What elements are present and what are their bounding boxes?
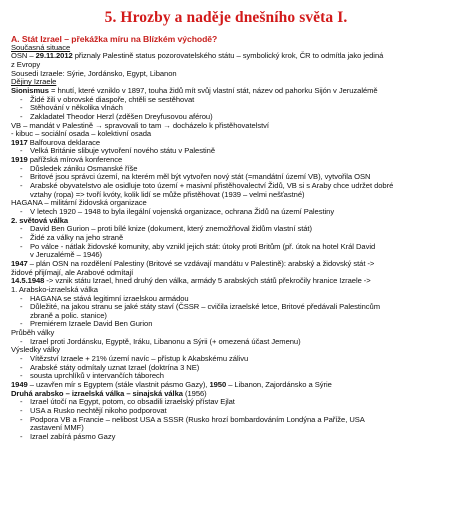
line-text: sousta uprchlíků v intervančích táborech [30, 371, 164, 381]
bullet-dash: - [20, 241, 23, 251]
bullet-item [20, 431, 446, 441]
line-text: Izrael útočí na Egypt, potom, co obsadili izraelský přístav Ejlat [30, 397, 235, 407]
bullet-dash: - [20, 163, 23, 173]
line-text: židové přijímají, ale Arabové odmítají [11, 267, 134, 277]
bullet-dash: - [20, 224, 23, 234]
page-title: 5. Hrozby a naděje dnešního světa I. [104, 9, 348, 26]
bullet-dash: - [20, 111, 23, 121]
line-text: z Evropy [11, 60, 41, 69]
bold-text: 1919 [11, 155, 28, 165]
bullet-dash: - [20, 146, 23, 156]
line-text: Současná situace [11, 42, 71, 52]
line-text: zbraně a polic. stanice) [30, 310, 107, 320]
line-text: - kibuc – sociální osada – kolektivní osada [11, 129, 152, 139]
line-text: Premiérem Izraele David Ben Gurion [30, 319, 153, 329]
line-text: v Jeruzalémě – 1946) [30, 250, 103, 260]
line-text: (1956) [182, 388, 207, 398]
bullet-item [20, 207, 446, 216]
line-text: pařížská mírová konference [27, 155, 123, 165]
line-text: -> vznik státu Izrael, hned druhý den válka, armády 5 arabských států překročily hranice Izraele -> [44, 276, 371, 286]
line-text: Židé za války na jeho straně [30, 233, 124, 242]
line-text: VB – mandát v Palestině → spravovali to tam → docházelo k přistěhovatelství [11, 120, 269, 130]
bullet-dash: - [20, 336, 23, 346]
line-text: – uzavřen mír s Egyptem (stále vlastnit pásmo Gazy), [27, 380, 210, 389]
bold-text: 29.11.2012 [35, 51, 73, 61]
bullet-dash: - [20, 94, 23, 104]
bullet-dash: - [20, 233, 23, 242]
line-text: 1. Arabsko-izraelská válka [11, 284, 98, 294]
bullet-dash: - [20, 414, 23, 424]
bold-text: 2. světová válka [11, 215, 69, 225]
line-text: Podpora VB a Francie – nelibost USA a SSSR (Rusko hrozí bombardováním Londýna a Paříže, USA [30, 414, 365, 424]
bullet-dash: - [20, 207, 23, 216]
text-line [11, 70, 447, 78]
bullet-dash: - [20, 397, 23, 407]
bullet-dash: - [20, 371, 23, 381]
bold-text: Sionismus [11, 85, 49, 95]
line-text: David Ben Gurion – proti bílé knize (dokument, který znemožňoval židům vlastní stát) [30, 224, 312, 234]
bold-text: 1917 [11, 137, 28, 147]
line-text: USA a Rusko nechtějí nikoho podporovat [30, 405, 167, 415]
line-text: Sousedi Izraele: Sýrie, Jordánsko, Egypt, Libanon [11, 68, 177, 78]
bullet-dash: - [20, 354, 23, 364]
bold-text: 1950 [209, 380, 227, 389]
line-text: Izrael zabírá pásmo Gazy [30, 431, 116, 441]
line-text: HAGANA – militární židovská organizace [11, 198, 147, 208]
bullet-dash: - [20, 172, 23, 182]
bold-text: 1947 [11, 258, 28, 268]
line-text: Výsledky války [11, 345, 61, 355]
line-text: vztahy (ropa) => tvoří kvóty, kolik lidí se může přistěhovat (1939 – velmi nešťastné) [30, 189, 305, 199]
line-text: Balfourova deklarace [27, 137, 101, 147]
line-text: Důsledek zániku Osmanské říše [30, 163, 138, 173]
line-text: Arabské obyvatelstvo ale osidluje toto území + masivní přistěhovalectví Židů, VB si s Araby chce udržet dobré [30, 181, 394, 191]
bullet-item [20, 319, 446, 329]
line-text: = hnutí, které vzniklo v 1897, touha židů mít svůj vlastní stát, název od pahorku Sijón v Jeruzalémě [48, 85, 378, 95]
line-text: Izrael proti Jordánsku, Egyptě, Iráku, Libanonu a Sýrii (+ omezená účast Jemenu) [30, 336, 301, 346]
line-text: OSN – [11, 51, 36, 61]
line-text: Britové jsou správci území, na kterém měl být vytvořen nový stát (=mandátní území VB), vytvořila OSN [30, 172, 371, 182]
line-text: Zakladatel Theodor Herzl (zděšen Dreyfusovou aférou) [30, 111, 213, 121]
line-text: Stěhování v několika vlnách [30, 103, 123, 113]
bullet-dash: - [20, 302, 23, 312]
line-text: – plán OSN na rozdělení Palestiny (Britové se vzdávají mandátu v Palestině): arabský a židovský stát -> [27, 258, 375, 268]
bold-text: 1949 [11, 380, 28, 389]
line-text: Důležité, na jakou stranu se jaké státy staví (ČSSR – cvičila izraelské letce, Britové předávali Palestincům [30, 302, 380, 312]
line-text: Dějiny Izraele [11, 77, 57, 87]
line-text: Vítězství Izraele + 21% území navíc – přístup k Akabskému zálivu [30, 354, 249, 364]
bold-text: 14.5.1948 [11, 276, 45, 286]
bullet-dash: - [20, 431, 23, 441]
text-line [11, 52, 447, 60]
line-text: Židé žili v obrovské diaspoře, chtěli se sestěhovat [30, 94, 195, 104]
bold-text: Druhá arabsko – izraelská válka – sinajská válka [11, 388, 183, 398]
line-text: Velká Británie slibuje vytvoření nového státu v Palestině [30, 146, 215, 156]
line-text: Po válce - nátlak židovské komunity, aby vznikl jejich stát: útoky proti Britům (př. útok na hotel Král David [30, 241, 376, 251]
line-text: – Libanon, Zajordánsko a Sýrie [226, 380, 332, 389]
line-text: Arabské státy odmítaly uznat Izrael (doktrína 3 NE) [30, 362, 200, 372]
bullet-dash: - [20, 103, 23, 113]
section-heading [11, 35, 447, 43]
bullet-dash: - [20, 319, 23, 329]
line-text: V letech 1920 – 1948 to byla ilegální vojenská organizace, ochrana Židů na území Palestiny [30, 207, 335, 216]
bullet-item [20, 414, 446, 424]
line-text: HAGANA se stává legitimní izraelskou armádou [30, 293, 189, 303]
bullet-dash: - [20, 293, 23, 303]
line-text: přiznaly Palestině status pozorovatelského státu – symbolický krok, ČR to odmítla jako jediná [72, 51, 384, 61]
bullet-dash: - [20, 405, 23, 415]
bullet-dash: - [20, 362, 23, 372]
bullet-dash: - [20, 181, 23, 191]
line-text: A. Stát Izrael – překážka míru na Blízkém východě? [11, 34, 218, 44]
bullet-item [20, 336, 446, 346]
line-text: zastavení MMF) [30, 423, 84, 433]
line-text: Průběh války [11, 328, 55, 338]
